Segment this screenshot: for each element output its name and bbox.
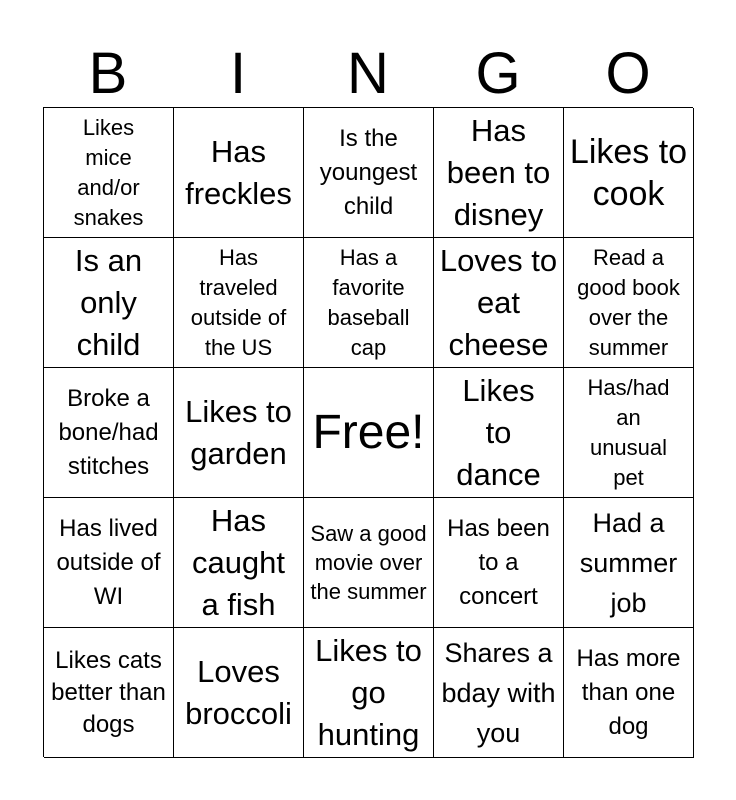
bingo-cell[interactable] bbox=[304, 238, 434, 368]
bingo-cell[interactable] bbox=[434, 108, 564, 238]
bingo-cell-text: Is the youngest child bbox=[319, 124, 418, 220]
bingo-cell[interactable] bbox=[434, 238, 564, 368]
bingo-cell[interactable] bbox=[174, 368, 304, 498]
bingo-cell[interactable] bbox=[44, 368, 174, 498]
bingo-cell-text: Has more than one dog bbox=[576, 644, 681, 740]
bingo-cell[interactable] bbox=[434, 628, 564, 758]
header-letter-o: O bbox=[605, 41, 651, 106]
bingo-cell-text: Likes mice and/or snakes bbox=[73, 114, 144, 230]
bingo-cell-text: Has traveled outside of the US bbox=[190, 244, 287, 360]
bingo-cell-text: Shares a bday with you bbox=[441, 637, 556, 748]
bingo-cell[interactable] bbox=[174, 108, 304, 238]
bingo-cell-text: Has lived outside of WI bbox=[56, 514, 161, 610]
bingo-header bbox=[43, 40, 693, 108]
bingo-cell-text: Had a summer job bbox=[579, 507, 678, 618]
bingo-cell-text: Has a favorite baseball cap bbox=[327, 244, 410, 360]
header-letter-i: I bbox=[229, 41, 247, 106]
header-letter-b: B bbox=[88, 41, 128, 106]
bingo-cell-free[interactable] bbox=[304, 368, 434, 498]
header-letter-g: G bbox=[475, 41, 521, 106]
bingo-cell[interactable] bbox=[44, 628, 174, 758]
bingo-cell[interactable] bbox=[174, 628, 304, 758]
bingo-cell-text: Loves broccoli bbox=[185, 653, 292, 731]
bingo-cell[interactable] bbox=[564, 108, 694, 238]
bingo-cell-text: Saw a good movie over the summer bbox=[310, 521, 427, 604]
bingo-cell-text: Has/had an unusual pet bbox=[587, 374, 670, 490]
bingo-cell-text: Loves to eat cheese bbox=[439, 242, 558, 362]
bingo-cell[interactable] bbox=[564, 368, 694, 498]
bingo-cell-text: Likes to garden bbox=[185, 393, 292, 471]
bingo-cell[interactable] bbox=[434, 368, 564, 498]
bingo-cell-text: Likes to go hunting bbox=[315, 632, 422, 752]
bingo-cell-text: Likes to dance bbox=[456, 372, 541, 492]
bingo-cell-text: Has been to a concert bbox=[447, 514, 550, 610]
bingo-cell-text: Has caught a fish bbox=[191, 502, 286, 622]
bingo-cell[interactable] bbox=[304, 108, 434, 238]
bingo-cell[interactable] bbox=[44, 238, 174, 368]
bingo-cell[interactable] bbox=[564, 628, 694, 758]
bingo-cell[interactable] bbox=[174, 498, 304, 628]
bingo-cell[interactable] bbox=[564, 238, 694, 368]
bingo-cell-text: Is an only child bbox=[74, 242, 143, 362]
bingo-cell-text: Likes to cook bbox=[569, 132, 688, 213]
bingo-cell-text: Has freckles bbox=[185, 133, 292, 211]
free-space-text: Free! bbox=[312, 405, 425, 459]
header-letter-n: N bbox=[347, 41, 389, 106]
bingo-cell[interactable] bbox=[434, 498, 564, 628]
bingo-cell[interactable] bbox=[304, 498, 434, 628]
bingo-cell[interactable] bbox=[44, 498, 174, 628]
bingo-cell-text: Has been to disney bbox=[446, 112, 551, 232]
bingo-cell[interactable] bbox=[44, 108, 174, 238]
bingo-cell[interactable] bbox=[174, 238, 304, 368]
bingo-card-grid bbox=[43, 107, 693, 757]
bingo-cell-text: Likes cats better than dogs bbox=[51, 646, 166, 738]
bingo-cell-text: Read a good book over the summer bbox=[577, 244, 680, 360]
bingo-cell-text: Broke a bone/had stitches bbox=[58, 384, 159, 480]
bingo-cell[interactable] bbox=[564, 498, 694, 628]
bingo-cell[interactable] bbox=[304, 628, 434, 758]
